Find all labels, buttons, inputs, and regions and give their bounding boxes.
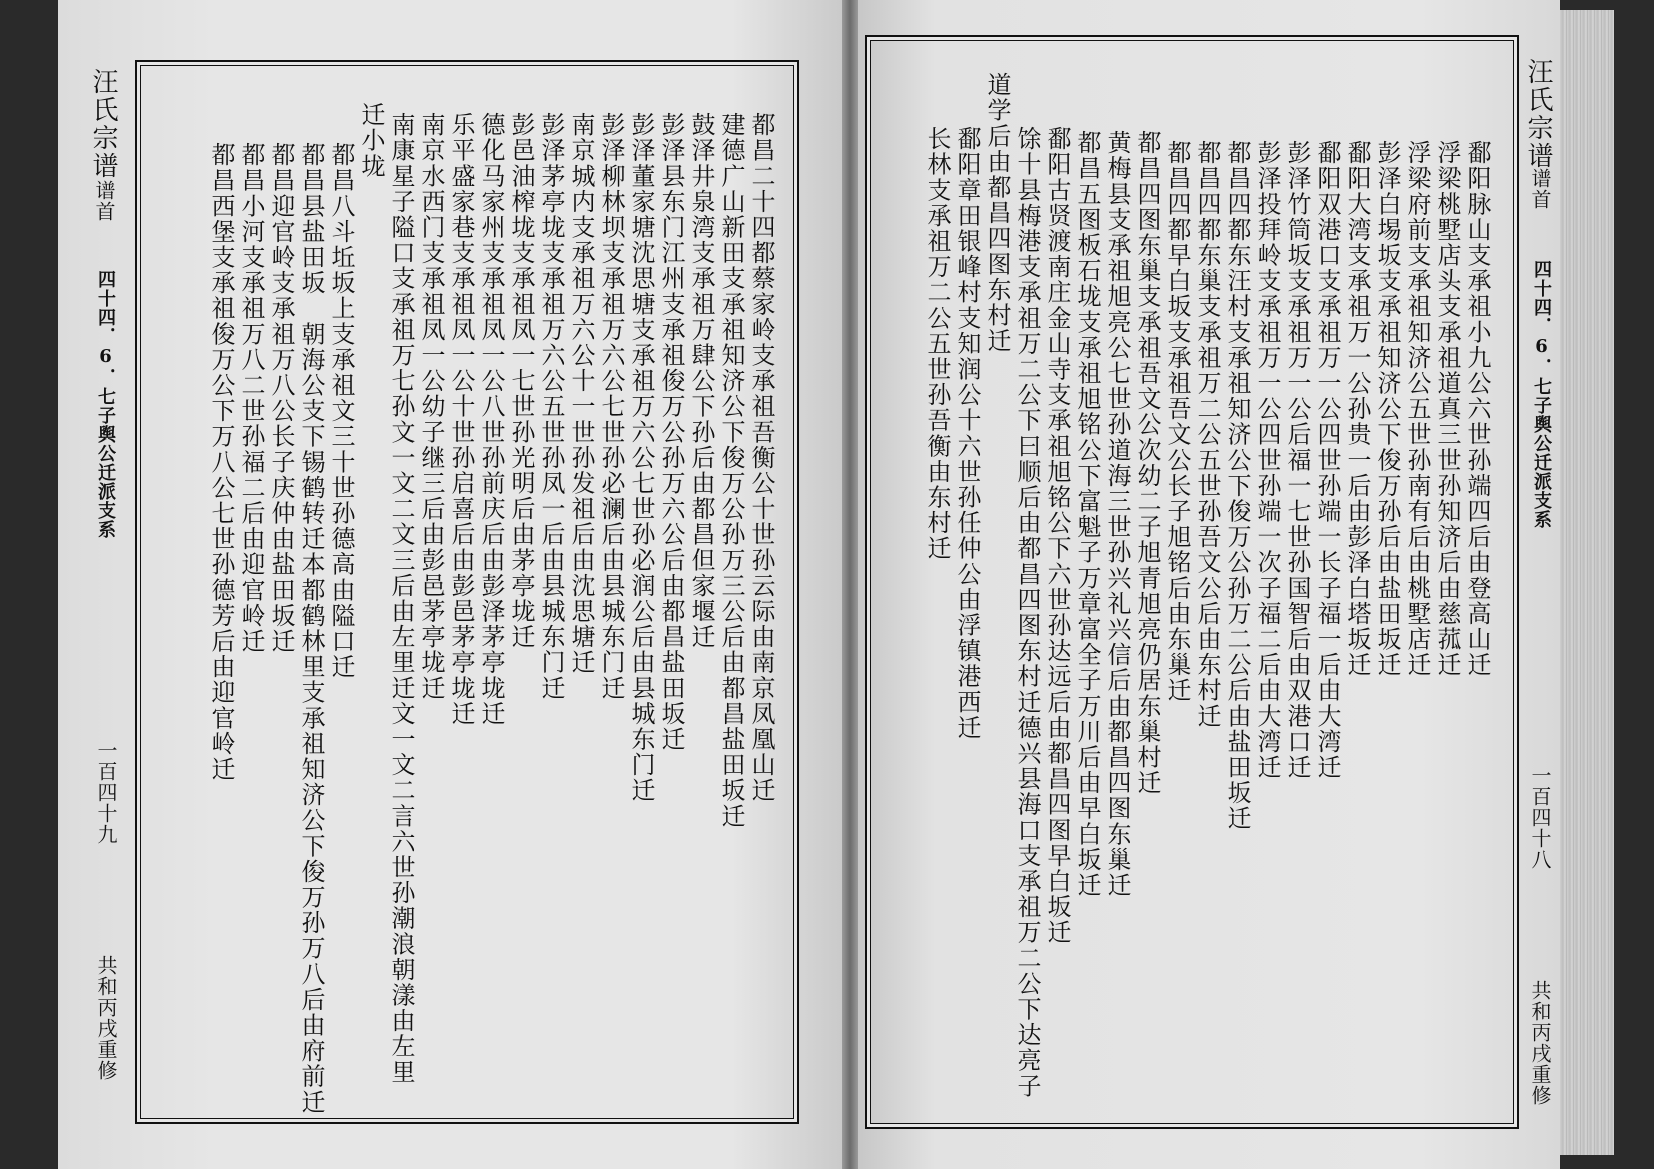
left-entry-16: 都昌县盐田坂 朝海公支下锡鹤转迁本都鹤林里支承祖知济公下俊万孙万八后由府前迁: [297, 142, 325, 1115]
left-entry-13: 南康星子隘口支承祖万七孙文一文二文三后由左里迁文一文二言六世孙潮浪朝漾由左里: [387, 112, 415, 1085]
right-entry-2: 浮梁桃墅店头支承祖道真三世孙知济后由慈菰迁: [1433, 140, 1461, 678]
left-page-number: 一百四十九: [94, 740, 118, 845]
right-entry-15: 鄱阳古贤渡南庄金山寺支承祖旭铭公下六世孙达远后由都昌四图早白坂迁: [1043, 126, 1071, 946]
right-entry-6: 鄱阳双港口支承祖万一公四世孙端一长子福一后由大湾迁: [1313, 140, 1341, 780]
left-entry-6: 彭泽柳林坝支承祖万六公七世孙必澜后由县城东门迁: [597, 112, 625, 701]
right-entry-10: 都昌四都东巢支承祖万二公五世孙吾文公后由东村迁: [1193, 140, 1221, 729]
book-spine: [842, 0, 858, 1169]
left-margin-section: 谱首: [92, 180, 116, 222]
left-entry-3: 鼓泽井泉湾支承祖万肆公下孙后由都昌但家堰迁: [687, 112, 715, 650]
left-margin-title: 汪氏宗谱: [88, 68, 118, 180]
left-entry-10: 德化马家州支承祖凤一公八世孙前庆后由彭泽茅亭垅迁: [477, 112, 505, 727]
right-entry-19: 长林支承祖万二公五世孙吾衡由东村迁: [923, 126, 951, 562]
left-edition: 共和丙戌重修: [94, 955, 118, 1081]
right-page-number: 一百四十八: [1528, 765, 1552, 870]
right-entry-5: 鄱阳大湾支承祖万一公孙贵一后由彭泽白塔坂迁: [1343, 140, 1371, 678]
left-entry-12: 南京水西门支承祖凤一公幼子继三后由彭邑茅亭垅迁: [417, 112, 445, 701]
right-entry-14: 都昌五图板石垅支承祖旭铭公下富魁子万章富全子万川后由早白坂迁: [1073, 130, 1101, 898]
right-entry-9: 都昌四都东汪村支承祖知济公下俊万公孙万二公后由盐田坂迁: [1223, 140, 1251, 832]
right-edition: 共和丙戌重修: [1528, 980, 1552, 1106]
right-entry-8: 彭泽投拜岭支承祖万一公四世孙端一次子福二后由大湾迁: [1253, 140, 1281, 780]
left-margin-branch: 四十四．6．七子舆公迁派支系: [95, 270, 116, 539]
left-entry-7: 南京城内支承祖万六公十一世孙发祖后由沈思塘迁: [567, 112, 595, 676]
right-entry-4: 彭泽白埸坂支承祖知济公下俊万孙后由盐田坂迁: [1373, 140, 1401, 678]
right-entry-7: 彭泽竹筒坂支承祖万一公后福一七世孙国智后由双港口迁: [1283, 140, 1311, 780]
right-entry-18: 鄱阳章田银峰村支知润公十六世孙任仲公由浮镇港西迁: [953, 126, 981, 741]
left-entry-4: 彭泽县东门江州支承祖俊万公孙万六公后由都昌盐田坂迁: [657, 112, 685, 752]
left-entry-5: 彭泽董家塘沈思塘支承祖万六公七世孙必润公后由县城东门迁: [627, 112, 655, 804]
left-entry-8: 彭泽茅亭垅支承祖万六公五世孙凤一后由县城东门迁: [537, 112, 565, 701]
right-entry-16: 馀十县梅港支承祖万二公下曰顺后由都昌四图东村迁德兴县海口支承祖万二公下达亮子: [1013, 126, 1041, 1099]
right-margin-branch: 四十四．6．七子舆公迁派支系: [1531, 260, 1552, 529]
right-entry-11: 都昌四都早白坂支承祖吾文公长子旭铭后由东巢迁: [1163, 140, 1191, 704]
right-entry-1: 鄱阳脉山支承祖小九公六世孙端四后由登高山迁: [1463, 140, 1491, 678]
right-margin-section: 谱首: [1528, 168, 1552, 210]
left-entry-2: 建德广山新田支承祖知济公下俊万公孙万三公后由都昌盐田坂迁: [717, 112, 745, 829]
left-entry-1: 都昌二十四都蔡家岭支承祖吾衡公十世孙云际由南京凤凰山迁: [747, 112, 775, 804]
right-margin-title: 汪氏宗谱: [1523, 58, 1553, 170]
left-entry-14: 迁小垅: [357, 102, 385, 179]
left-entry-19: 都昌西堡支承祖俊万公下万八公七世孙德芳后由迎官岭迁: [207, 142, 235, 782]
right-entry-13: 黄梅县支承祖旭亮公七世孙道海三世孙兴礼兴信后由都昌四图东巢迁: [1103, 130, 1131, 898]
right-entry-17: 道学后由都昌四图东村迁: [983, 72, 1011, 354]
page-edges: [1560, 10, 1614, 1155]
right-entry-12: 都昌四图东巢支承祖吾文公次幼二子旭青旭亮仍居东巢村迁: [1133, 130, 1161, 796]
right-entry-3: 浮梁府前支承祖知济公五世孙南有后由桃墅店迁: [1403, 140, 1431, 678]
left-entry-9: 彭邑油榨垅支承祖凤一七世孙光明后由茅亭垅迁: [507, 112, 535, 650]
left-entry-17: 都昌迎官岭支承祖万八公长子庆仲由盐田坂迁: [267, 142, 295, 654]
left-entry-15: 都昌八斗坵坂上支承祖文三十世孙德高由隘口迁: [327, 142, 355, 680]
left-entry-18: 都昌小河支承祖万八二世孙福二后由迎官岭迁: [237, 142, 265, 654]
left-entry-11: 乐平盛家巷支承祖凤一公十世孙启喜后由彭邑茅亭垅迁: [447, 112, 475, 727]
